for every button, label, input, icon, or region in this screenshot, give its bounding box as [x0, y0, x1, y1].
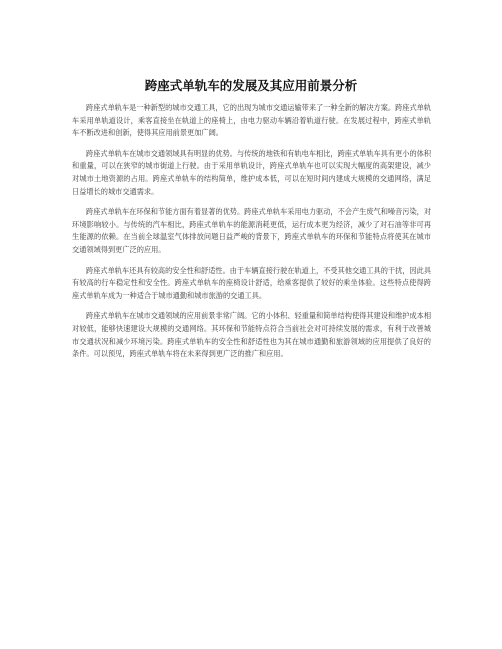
paragraph-5: 跨座式单轨车在城市交通领域的应用前景非常广阔。它的小体积、轻重量和简单结构使得其建设和维护成本相对较低，能够快速建设大规模的交通网络。其环保和节能特点符合当前社会对可持续发展的需求，有利于改善城市交通状况和减少环境污染。跨座式单轨车的安全性和舒适性也为其在城市通勤和旅游领域的应用提供了良好的条件。可以预见，跨座式单轨车将在未来得到更广泛的推广和应用。 — [72, 311, 432, 359]
paragraph-3: 跨座式单轨车在环保和节能方面有着显著的优势。跨座式单轨车采用电力驱动，不会产生废气和噪音污染，对环境影响较小。与传统的汽车相比，跨座式单轨车的能源消耗更低，运行成本更为经济，减少了对石油等非可再生能源的依赖。在当前全球温室气体排放问题日益严峻的背景下，跨座式单轨车的环保和节能特点将使其在城市交通领域得到更广泛的应用。 — [72, 207, 432, 254]
paragraph-1: 跨座式单轨车是一种新型的城市交通工具，它的出现为城市交通运输带来了一种全新的解决方案。跨座式单轨车采用单轨道设计，乘客直接坐在轨道上的座椅上，由电力驱动车辆沿着轨道行驶。在发展过程中，跨座式单轨车不断改进和创新，使得其应用前景更加广阔。 — [72, 103, 432, 138]
paragraph-2: 跨座式单轨车在城市交通领域具有明显的优势。与传统的地铁和有轨电车相比，跨座式单轨车具有更小的体积和重量，可以在狭窄的城市街道上行驶。由于采用单轨设计，跨座式单轨车也可以实现大幅度的高架建设，减少对城市土地资源的占用。跨座式单轨车的结构简单，维护成本低，可以在短时间内建成大规模的交通网络，满足日益增长的城市交通需求。 — [72, 148, 432, 196]
document-body — [72, 102, 431, 369]
document-title: 跨座式单轨车的发展及其应用前景分析 — [144, 78, 358, 93]
paragraph-4: 跨座式单轨车还具有较高的安全性和舒适性。由于车辆直接行驶在轨道上，不受其他交通工具的干扰，因此具有较高的行车稳定性和安全性。跨座式单轨车的座椅设计舒适，给乘客提供了较好的乘坐体验。这些特点使得跨座式单轨车成为一种适合于城市通勤和城市旅游的交通工具。 — [72, 265, 432, 300]
